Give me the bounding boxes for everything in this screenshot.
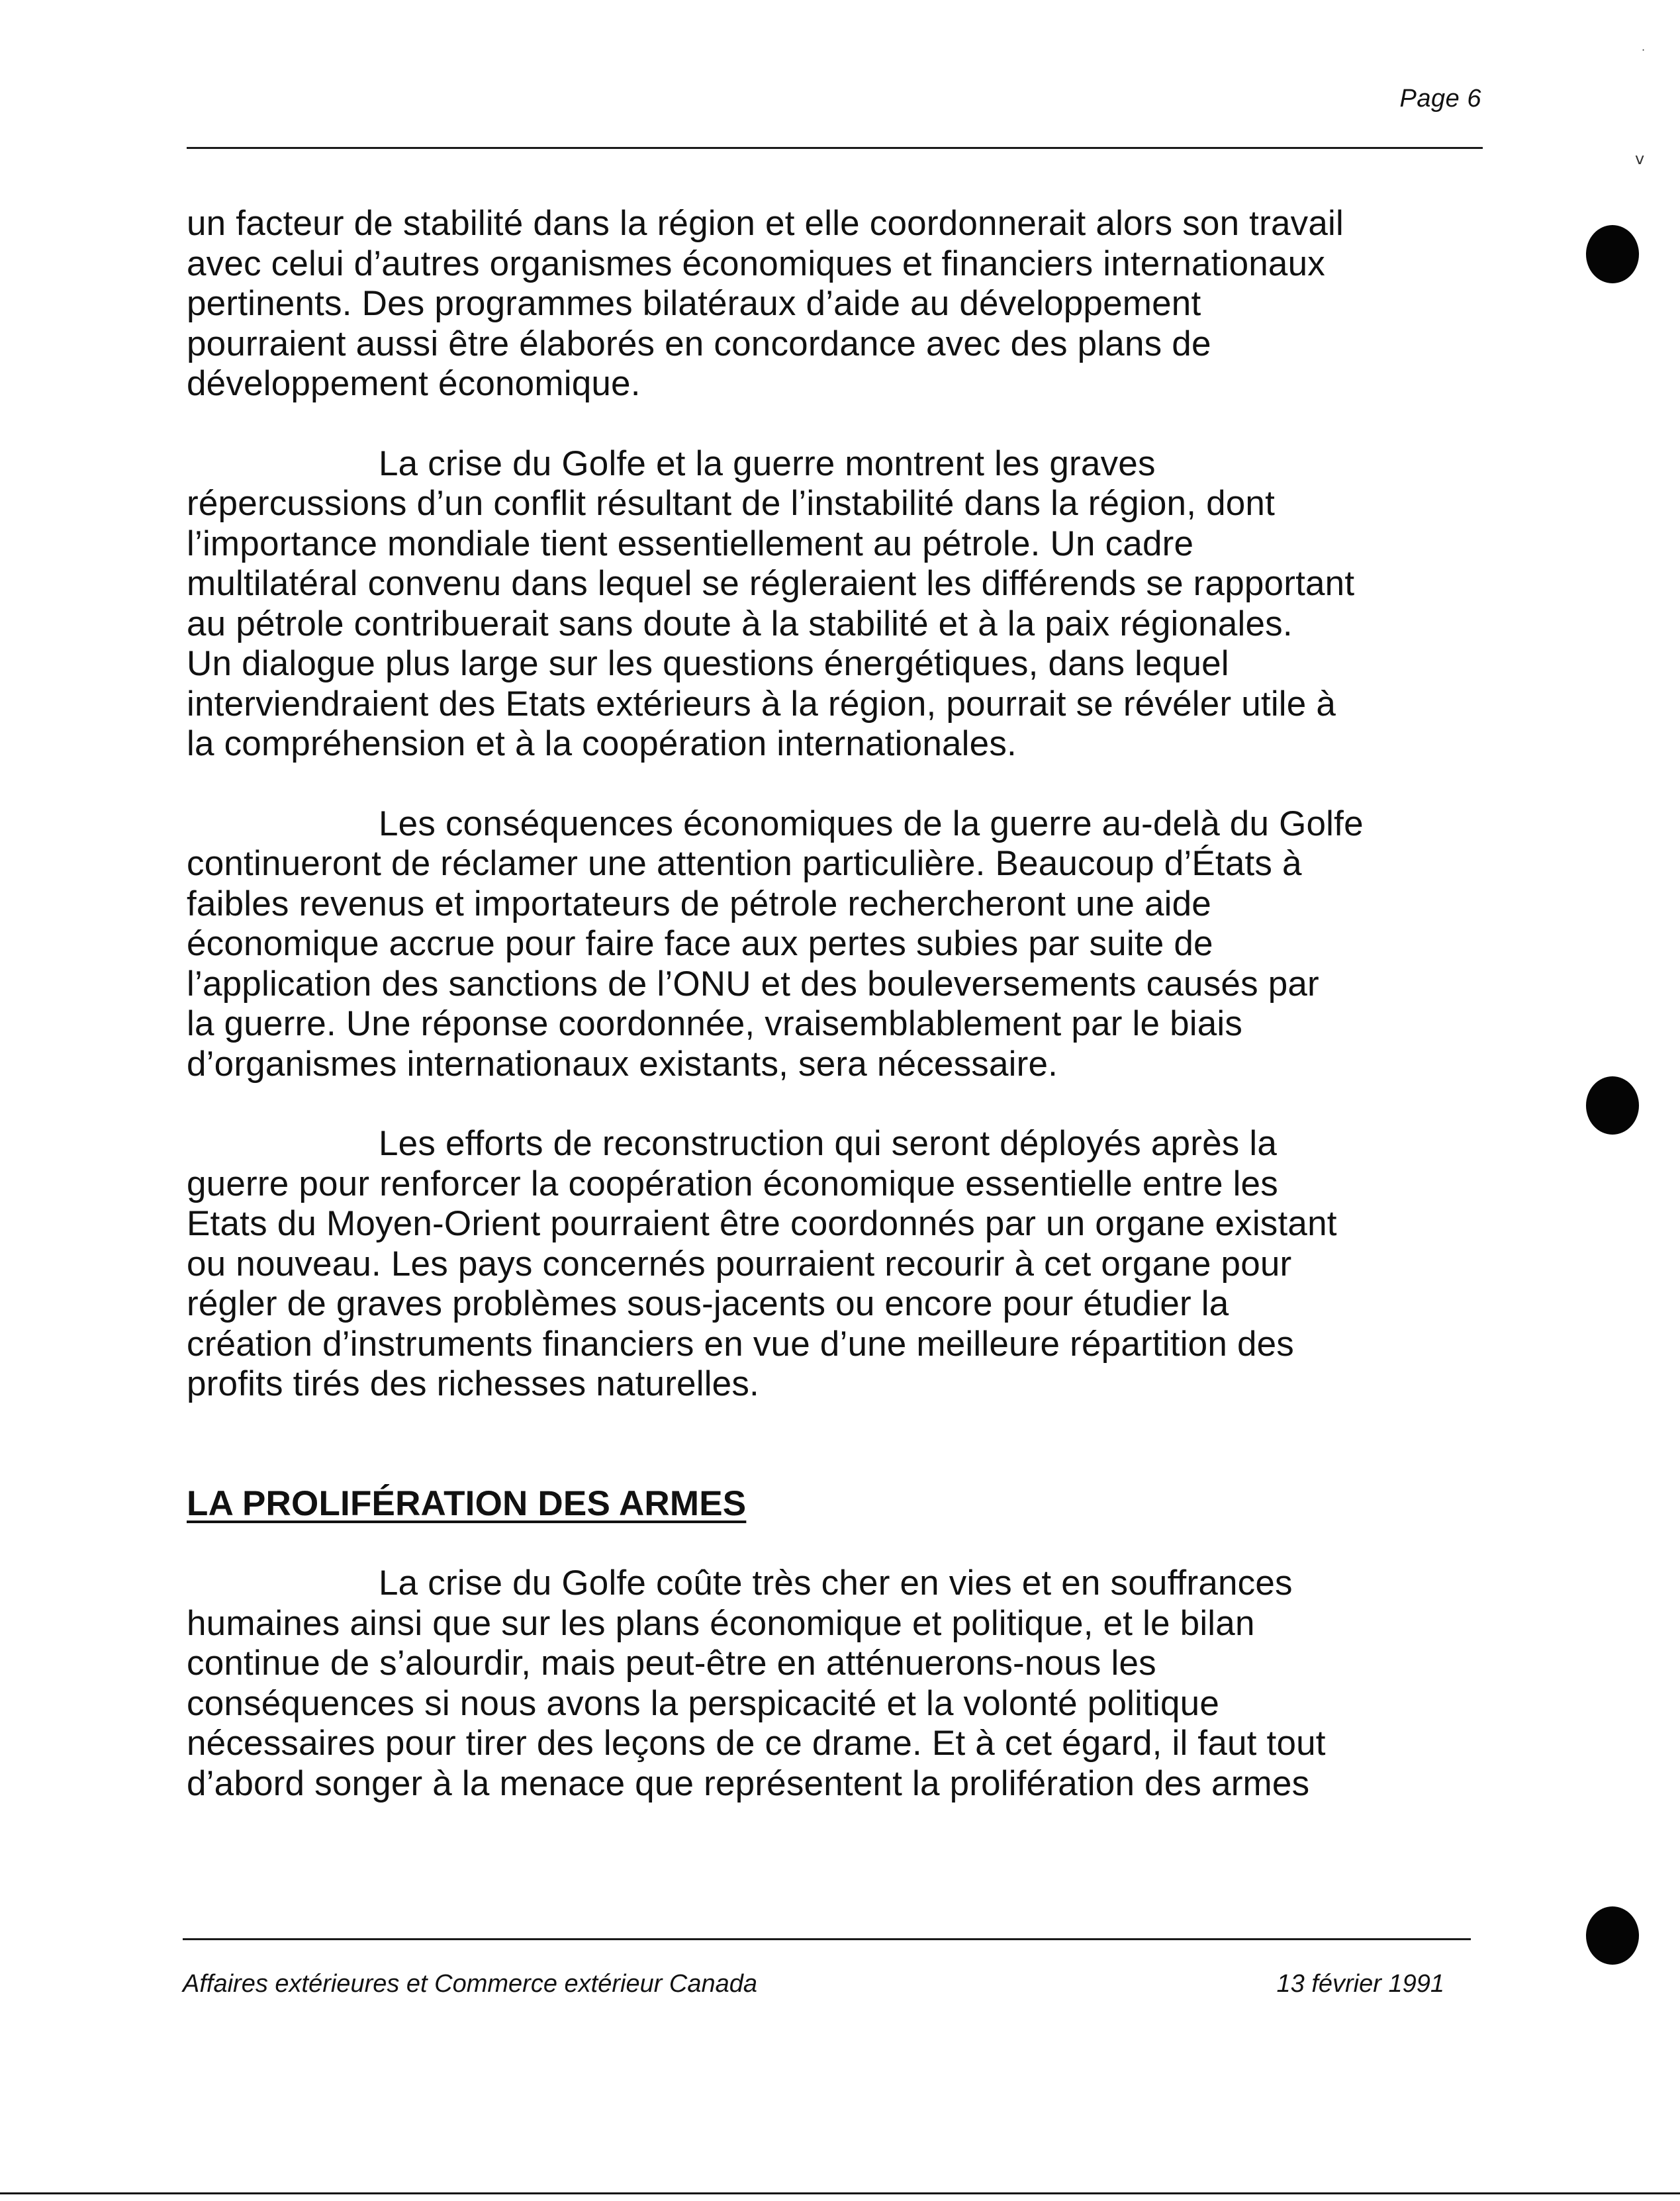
- binder-hole-bottom: [1586, 1906, 1639, 1965]
- section-heading: LA PROLIFÉRATION DES ARMES: [187, 1483, 747, 1523]
- header-rule: [187, 147, 1483, 149]
- footer-organization: Affaires extérieures et Commerce extérieur Canada: [183, 1970, 758, 1998]
- document-body: [187, 204, 1497, 1804]
- paragraph-continuation: un facteur de stabilité dans la région et elle coordonnerait alors son travail avec celui d’autres organismes économiques et financiers internationaux pertinents. Des programmes bilatéraux d’aide au développement pourraient aussi être élaborés en concordance avec des plans de développement économique.: [187, 204, 1344, 403]
- paragraph-proliferation: La crise du Golfe coûte très cher en vies et en souffrances humaines ainsi que sur les plans économique et politique, et le bilan continue de s’alourdir, mais peut-être en atténuerons-nous les conséquences si nous avons la perspicacité et la volonté politique nécessaires pour tirer des leçons de ce drame. Et à cet égard, il faut tout d’abord songer à la menace que représentent la prolifération des armes: [187, 1564, 1326, 1803]
- scan-speck: ⅴ: [1635, 150, 1645, 168]
- scan-speck-small: ·: [1642, 44, 1646, 56]
- scan-bottom-edge: [0, 2192, 1680, 2194]
- paragraph-economic-consequences: Les conséquences économiques de la guerre au-delà du Golfe continueront de réclamer une attention particulière. Beaucoup d’États à faibles revenus et importateurs de pétrole rechercheront une aide économique accrue pour faire face aux pertes subies par suite de l’application des sanctions de l’ONU et des bouleversements causés par la guerre. Une réponse coordonnée, vraisemblablement par le biais d’organismes internationaux existants, sera nécessaire.: [187, 804, 1364, 1084]
- footer-rule: [183, 1938, 1471, 1940]
- page-number: Page 6: [1399, 85, 1481, 113]
- paragraph-reconstruction: Les efforts de reconstruction qui seront déployés après la guerre pour renforcer la coopération économique essentielle entre les Etats du Moyen-Orient pourraient être coordonnés par un organe existant ou nouveau. Les pays concernés pourraient recourir à cet organe pour régler de graves problèmes sous-jacents ou encore pour étudier la création d’instruments financiers en vue d’une meilleure répartition des profits tirés des richesses naturelles.: [187, 1124, 1337, 1403]
- paragraph-gulf-crisis: La crise du Golfe et la guerre montrent les graves répercussions d’un conflit résultant de l’instabilité dans la région, dont l’importance mondiale tient essentiellement au pétrole. Un cadre multilatéral convenu dans lequel se régleraient les différends se rapportant au pétrole contribuerait sans doute à la stabilité et à la paix régionales. Un dialogue plus large sur les questions énergétiques, dans lequel interviendraient des Etats extérieurs à la région, pourrait se révéler utile à la compréhension et à la coopération internationales.: [187, 444, 1355, 763]
- binder-hole-middle: [1586, 1076, 1639, 1135]
- footer-date: 13 février 1991: [1276, 1970, 1444, 1998]
- binder-hole-top: [1586, 225, 1639, 283]
